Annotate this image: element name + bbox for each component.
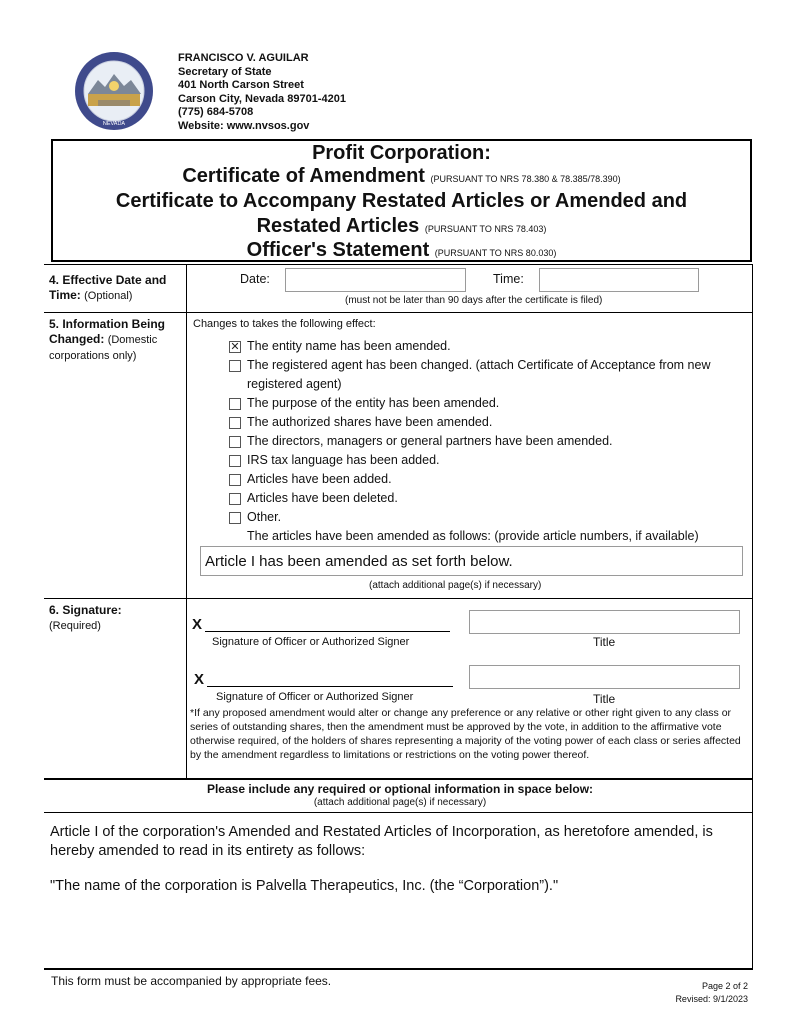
rule-after-section5 xyxy=(44,598,753,599)
form-title-box xyxy=(51,139,752,262)
website-line: Website: www.nvsos.gov xyxy=(178,119,310,132)
address-line: 401 North Carson Street xyxy=(178,79,304,92)
section4-label-line1: 4. Effective Date and xyxy=(49,273,167,287)
date-limit-note: (must not be later than 90 days after the certificate is filed) xyxy=(345,295,603,306)
title-input-2[interactable] xyxy=(469,665,740,689)
title-caption-2: Title xyxy=(593,692,616,706)
checklist-item-label: The purpose of the entity has been amended. xyxy=(247,396,500,410)
svg-text:NEVADA: NEVADA xyxy=(102,121,126,127)
amended-articles-intro: The articles have been amended as follows: (provide article numbers, if available) xyxy=(247,529,699,543)
column-divider xyxy=(186,264,187,779)
signature-x-1: X xyxy=(192,616,203,633)
checklist-item-irs-tax xyxy=(229,451,749,470)
checklist-item-other xyxy=(229,508,749,527)
checklist-item-label: The authorized shares have been amended. xyxy=(247,415,493,429)
additional-info-heading: Please include any required or optional information in space below: xyxy=(206,782,594,796)
checklist-item-label: Other. xyxy=(247,510,282,524)
rule-after-info-heading xyxy=(44,812,753,813)
title-line-3: Certificate to Accompany Restated Articles or Amended and xyxy=(115,190,688,212)
section5-label-line1: 5. Information Being xyxy=(49,317,166,331)
additional-info-subheading: (attach additional page(s) if necessary) xyxy=(313,797,487,808)
checkbox-entity-name[interactable]: ✕ xyxy=(230,340,240,353)
revised-date: Revised: 9/1/2023 xyxy=(675,994,748,1004)
rule-after-section6 xyxy=(44,778,753,780)
section5-label-line2: Changed: xyxy=(49,332,105,346)
section5-note-1: (Domestic xyxy=(107,334,158,346)
title-line-5-note: (PURSUANT TO NRS 80.030) xyxy=(434,248,557,258)
section6-label xyxy=(49,603,122,634)
signature-line-2[interactable] xyxy=(207,686,453,687)
secretary-of-state-header xyxy=(178,52,346,134)
rule-top xyxy=(44,264,753,265)
section5-label xyxy=(49,317,184,364)
nevada-state-seal xyxy=(74,50,154,132)
additional-info-paragraph-1: Article I of the corporation's Amended and Restated Articles of Incorporation, as heretofore amended, is hereby amended to read in its entirety as follows: xyxy=(50,824,713,859)
change-checklist xyxy=(229,337,749,527)
signature-caption-1: Signature of Officer or Authorized Signer xyxy=(212,636,410,648)
section5-note-2: corporations only) xyxy=(49,350,137,362)
title-line-5 xyxy=(53,239,750,262)
fees-note: This form must be accompanied by appropriate fees. xyxy=(51,974,332,988)
title-line-2-note: (PURSUANT TO NRS 78.380 & 78.385/78.390) xyxy=(430,174,621,184)
city-line: Carson City, Nevada 89701-4201 xyxy=(178,92,346,105)
section6-label-text: 6. Signature: xyxy=(49,603,122,617)
checklist-item-registered-agent xyxy=(229,356,749,375)
section4-label xyxy=(49,273,184,304)
checkbox-directors[interactable] xyxy=(229,436,241,448)
checklist-item-label: IRS tax language has been added. xyxy=(247,453,440,467)
title-line-4 xyxy=(53,215,750,238)
checklist-item-articles-deleted xyxy=(229,489,749,508)
page-number: Page 2 of 2 xyxy=(701,981,748,991)
title-line-4-text: Restated Articles xyxy=(256,215,420,237)
checklist-item-directors xyxy=(229,432,749,451)
checklist-item-authorized-shares xyxy=(229,413,749,432)
additional-info-paragraph-2: "The name of the corporation is Palvella Therapeutics, Inc. (the “Corporation”)." xyxy=(50,878,559,894)
checkbox-articles-added[interactable] xyxy=(229,474,241,486)
right-border xyxy=(752,264,753,969)
checkbox-authorized-shares[interactable] xyxy=(229,417,241,429)
title-caption-1: Title xyxy=(593,635,616,649)
checklist-item-purpose xyxy=(229,394,749,413)
checklist-item-label: Articles have been deleted. xyxy=(247,491,398,505)
title-line-4-note: (PURSUANT TO NRS 78.403) xyxy=(424,224,547,234)
phone-line: (775) 684-5708 xyxy=(178,106,254,119)
section4-optional: (Optional) xyxy=(84,290,133,302)
attach-note: (attach additional page(s) if necessary) xyxy=(369,580,542,591)
amended-articles-input[interactable]: Article I has been amended as set forth below. xyxy=(200,546,743,576)
checkbox-articles-deleted[interactable] xyxy=(229,493,241,505)
secretary-name: FRANCISCO V. AGUILAR xyxy=(178,52,309,64)
checklist-item-label: Articles have been added. xyxy=(247,472,392,486)
signature-line-1[interactable] xyxy=(205,631,450,632)
title-line-5-text: Officer's Statement xyxy=(246,239,430,261)
checkbox-registered-agent[interactable] xyxy=(229,360,241,372)
date-label: Date: xyxy=(240,272,270,286)
checkbox-irs-tax[interactable] xyxy=(229,455,241,467)
checklist-item-registered-agent-cont: registered agent) xyxy=(247,377,342,391)
checklist-item-label: The registered agent has been changed. (attach Certificate of Acceptance from new xyxy=(247,358,711,372)
checkbox-other[interactable] xyxy=(229,512,241,524)
effective-time-input[interactable] xyxy=(539,268,699,292)
title-input-1[interactable] xyxy=(469,610,740,634)
checkbox-purpose[interactable] xyxy=(229,398,241,410)
signature-caption-2: Signature of Officer or Authorized Signer xyxy=(216,691,414,703)
checklist-item-entity-name xyxy=(229,337,749,356)
title-line-2 xyxy=(53,165,750,188)
changes-intro: Changes to takes the following effect: xyxy=(193,318,376,330)
title-line-1: Profit Corporation: xyxy=(312,142,491,164)
secretary-title: Secretary of State xyxy=(178,65,272,78)
section4-label-line2: Time: xyxy=(49,288,81,302)
time-label: Time: xyxy=(493,272,524,286)
checklist-item-label: The entity name has been amended. xyxy=(247,339,451,353)
checklist-item-articles-added xyxy=(229,470,749,489)
rule-bottom xyxy=(44,968,753,970)
signature-x-2: X xyxy=(194,671,205,688)
effective-date-input[interactable] xyxy=(285,268,466,292)
checklist-item-label: The directors, managers or general partners have been amended. xyxy=(247,434,613,448)
rule-after-section4 xyxy=(44,312,753,313)
section6-required: (Required) xyxy=(49,620,101,632)
title-line-2-text: Certificate of Amendment xyxy=(182,165,425,187)
amendment-footnote: *If any proposed amendment would alter or change any preference or any relative or other right given to any class or series of outstanding shares, then the amendment must be approved by the vote, in addition to the affirmative vote otherwise required, of the holders of shares representing a majority of the voting power of each class or series affected by the amendment regardless to limitations or restrictions on the voting power thereof. xyxy=(190,707,741,761)
